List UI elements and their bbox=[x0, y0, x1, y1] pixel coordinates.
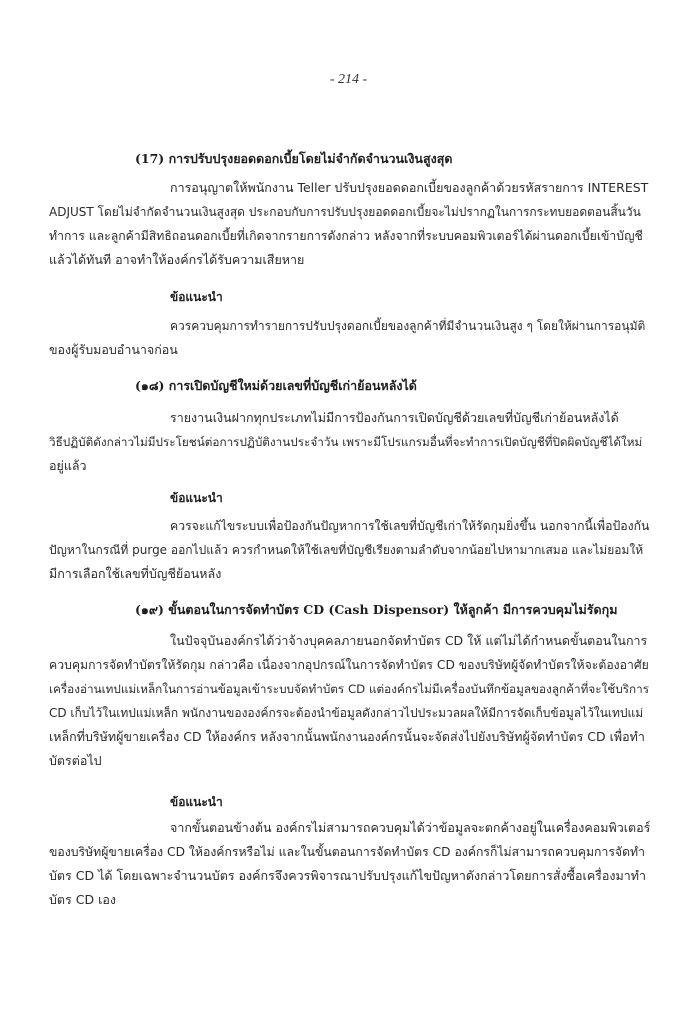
section-18-advice-label: ข้อแนะนำ bbox=[170, 491, 223, 505]
section-19-body-line: บัตรต่อไป bbox=[49, 753, 102, 768]
section-17-advice-line: ควรควบคุมการทำรายการปรับปรุงดอกเบี้ยของลูกค้าที่มีจำนวนเงินสูง ๆ โดยให้ผ่านการอนุมัติ bbox=[170, 319, 646, 333]
section-17-body-line: แล้วได้ทันที อาจทำให้องค์กรได้รับความเสียหาย bbox=[49, 252, 305, 267]
section-19-body-line: ควบคุมการจัดทำบัตรให้รัดกุม กล่าวคือ เนื่องจากอุปกรณ์ในการจัดทำบัตร CD ของบริษัทผู้จัดทำบัตรให้จะต้องอาศัย bbox=[49, 658, 649, 672]
page-number: - 214 - bbox=[329, 72, 368, 87]
section-19-body-line: เครื่องอ่านเทปแม่เหล็กในการอ่านข้อมูลเข้าระบบจัดทำบัตร CD แต่องค์กรไม่มีเครื่องบันทึกข้อมูลของลูกค้าที่จะใช้บริการ bbox=[49, 682, 650, 696]
section-17-advice-line: ของผู้รับมอบอำนาจก่อน bbox=[49, 342, 178, 357]
section-19-advice-line: ของบริษัทผู้ขายเครื่อง CD ให้องค์กรหรือไม่ และในขั้นตอนการจัดทำบัตร CD องค์กรก็ไม่สามารถควบคุมการจัดทำ bbox=[49, 845, 646, 859]
section-19-advice-line: จากขั้นตอนข้างต้น องค์กรไม่สามารถควบคุมได้ว่าข้อมูลจะตกค้างอยู่ในเครื่องคอมพิวเตอร์ bbox=[170, 820, 651, 835]
section-18-body-line: อยู่แล้ว bbox=[49, 458, 87, 473]
section-19-advice-line: บัตร CD เอง bbox=[49, 892, 116, 907]
section-18-body-line: วิธีปฏิบัติดังกล่าวไม่มีประโยชน์ต่อการปฏิบัติงานประจำวัน เพราะมีโปรแกรมอื่นที่จะทำการเปิดบัญชีที่ปิดผิดบัญชีได้ใหม่ bbox=[49, 435, 643, 449]
section-19-body-line: เหล็กที่บริษัทผู้ขายเครื่อง CD ให้องค์กร หลังจากนั้นพนักงานองค์กรนั้นจะจัดส่งไปยังบริษัทผู้จัดทำบัตร CD เพื่อทำ bbox=[49, 729, 645, 744]
section-18-advice-line: มีการเลือกใช้เลขที่บัญชีย้อนหลัง bbox=[49, 566, 222, 581]
section-17-body-line: การอนุญาตให้พนักงาน Teller ปรับปรุงยอดดอกเบี้ยของลูกค้าด้วยรหัสรายการ INTEREST bbox=[170, 180, 649, 195]
section-19-advice-line: บัตร CD ได้ โดยเฉพาะจำนวนบัตร องค์กรจึงควรพิจารณาปรับปรุงแก้ไขปัญหาดังกล่าวโดยการสั่งซื้อเครื่องมาทำ bbox=[49, 868, 647, 883]
section-17-advice-label: ข้อแนะนำ bbox=[170, 290, 223, 304]
section-19-heading: (๑๙) ขั้นตอนในการจัดทำบัตร CD (Cash Dispensor) ให้ลูกค้า มีการควบคุมไม่รัดกุม bbox=[135, 602, 618, 617]
section-19-body-line: CD เก็บไว้ในเทปแม่เหล็ก พนักงานขององค์กรจะต้องนำข้อมูลดังกล่าวไปประมวลผลให้มีการจัดเก็บข้อมูลไว้ในเทปแม่ bbox=[49, 706, 644, 720]
section-18-advice-line: ควรจะแก้ไขระบบเพื่อป้องกันปัญหาการใช้เลขที่บัญชีเก่าให้รัดกุมยิ่งขึ้น นอกจากนี้เพื่อป้องกัน bbox=[170, 519, 650, 533]
section-17-heading: (17) การปรับปรุงยอดดอกเบี้ยโดยไม่จำกัดจำนวนเงินสูงสุด bbox=[135, 151, 453, 166]
section-18-heading: (๑๘) การเปิดบัญชีใหม่ด้วยเลขที่บัญชีเก่าย้อนหลังได้ bbox=[135, 378, 417, 393]
section-19-body-line: ในปัจจุบันองค์กรได้ว่าจ้างบุคคลภายนอกจัดทำบัตร CD ให้ แต่ไม่ได้กำหนดขั้นตอนในการ bbox=[170, 633, 648, 648]
section-19-advice-label: ข้อแนะนำ bbox=[170, 795, 223, 809]
section-17-body-line: ทำการ และลูกค้ามีสิทธิถอนดอกเบี้ยที่เกิดจากรายการดังกล่าว หลังจากที่ระบบคอมพิวเตอร์ได้ผ่านดอกเบี้ยเข้าบัญชี bbox=[49, 229, 643, 243]
section-17-body-line: ADJUST โดยไม่จำกัดจำนวนเงินสูงสุด ประกอบกับการปรับปรุงยอดดอกเบี้ยจะไม่ปรากฏในการกระทบยอดตอนสิ้นวัน bbox=[49, 205, 641, 219]
section-18-body-line: รายงานเงินฝากทุกประเภทไม่มีการป้องกันการเปิดบัญชีด้วยเลขที่บัญชีเก่าย้อนหลังได้ bbox=[170, 410, 619, 425]
section-18-advice-line: ปัญหาในกรณีที่ purge ออกไปแล้ว ควรกำหนดให้ใช้เลขที่บัญชีเรียงตามลำดับจากน้อยไปหามากเสมอ และไม่ยอมให้ bbox=[49, 543, 644, 557]
